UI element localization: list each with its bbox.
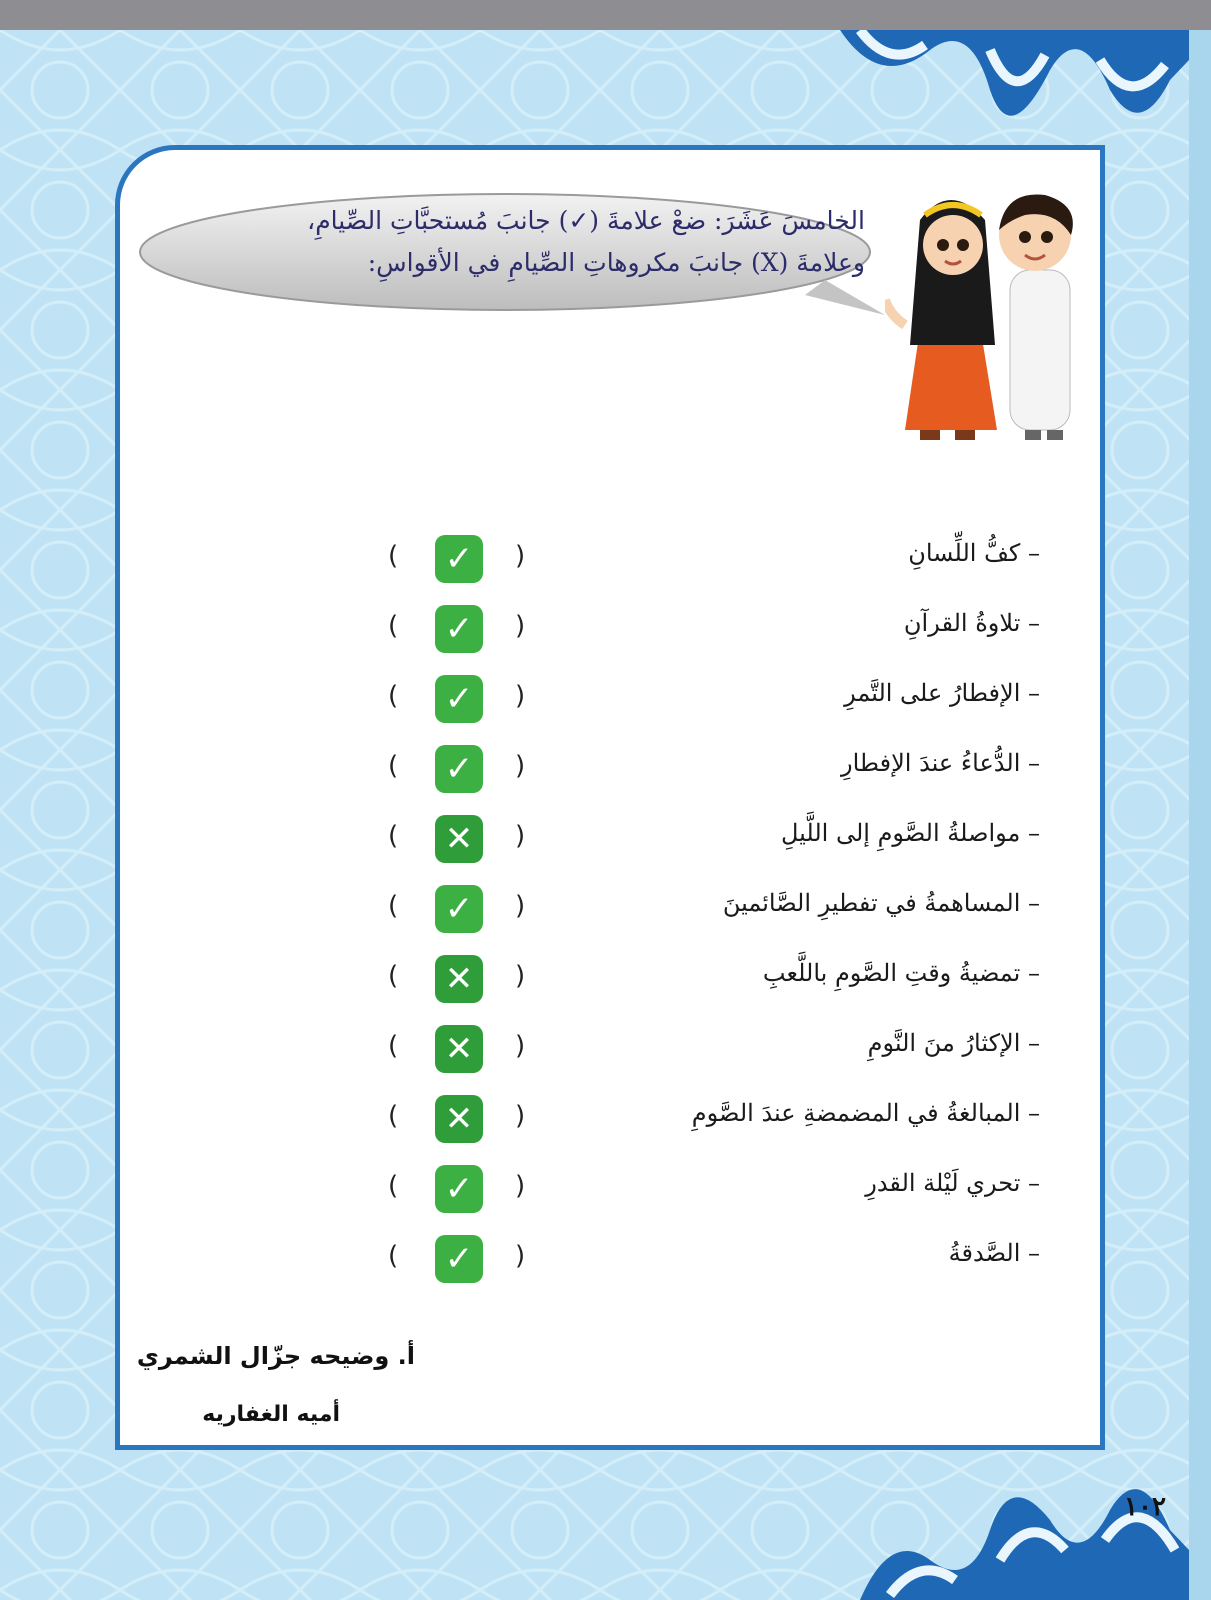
list-item bbox=[370, 955, 1040, 1025]
paren-open: ( bbox=[388, 961, 399, 991]
item-text: – تحري لَيْلة القدرِ bbox=[865, 1169, 1040, 1197]
cross-mark-icon: ✕ bbox=[435, 1095, 483, 1143]
list-item bbox=[370, 1095, 1040, 1165]
item-text: – كفُّ اللِّسانِ bbox=[908, 539, 1040, 567]
cross-mark-icon: ✕ bbox=[435, 1025, 483, 1073]
item-text: – الإكثارُ منَ النَّومِ bbox=[867, 1029, 1040, 1057]
item-text: – تمضيةُ وقتِ الصَّومِ باللَّعبِ bbox=[762, 959, 1040, 987]
paren-close: ) bbox=[515, 541, 526, 571]
check-mark-icon: ✓ bbox=[435, 885, 483, 933]
list-item bbox=[370, 1235, 1040, 1305]
children-illustration bbox=[885, 175, 1095, 450]
check-mark-icon: ✓ bbox=[435, 1235, 483, 1283]
paren-close: ) bbox=[515, 821, 526, 851]
instruction-line-1: الخامسَ عَشَرَ: ضعْ علامةَ (✓) جانبَ مُستحبَّاتِ الصِّيامِ، bbox=[307, 206, 865, 235]
check-mark-icon: ✓ bbox=[435, 745, 483, 793]
paren-close: ) bbox=[515, 1031, 526, 1061]
cross-mark-icon: ✕ bbox=[435, 815, 483, 863]
item-text: – المساهمةُ في تفطيرِ الصَّائمينَ bbox=[722, 889, 1040, 917]
paren-close: ) bbox=[515, 1241, 526, 1271]
paren-close: ) bbox=[515, 681, 526, 711]
item-text: – الدُّعاءُ عندَ الإفطارِ bbox=[841, 749, 1040, 777]
paren-open: ( bbox=[388, 751, 399, 781]
paren-close: ) bbox=[515, 961, 526, 991]
item-text: – الصَّدقةُ bbox=[948, 1239, 1040, 1267]
paren-open: ( bbox=[388, 1241, 399, 1271]
list-item bbox=[370, 1165, 1040, 1235]
paren-open: ( bbox=[388, 1031, 399, 1061]
paren-open: ( bbox=[388, 681, 399, 711]
paren-open: ( bbox=[388, 611, 399, 641]
paren-open: ( bbox=[388, 541, 399, 571]
check-mark-icon: ✓ bbox=[435, 605, 483, 653]
list-item bbox=[370, 815, 1040, 885]
top-bar bbox=[0, 0, 1211, 30]
instruction-line-2: وعلامةَ (X) جانبَ مكروهاتِ الصِّيامِ في الأقواسِ: bbox=[367, 248, 865, 277]
paren-open: ( bbox=[388, 821, 399, 851]
bottom-wave-decoration bbox=[860, 1470, 1189, 1600]
right-edge bbox=[1189, 30, 1211, 1600]
paren-close: ) bbox=[515, 1101, 526, 1131]
paren-open: ( bbox=[388, 1101, 399, 1131]
check-mark-icon: ✓ bbox=[435, 675, 483, 723]
paren-close: ) bbox=[515, 891, 526, 921]
paren-open: ( bbox=[388, 1171, 399, 1201]
item-text: – مواصلةُ الصَّومِ إلى اللَّيلِ bbox=[780, 819, 1040, 847]
cross-mark-icon: ✕ bbox=[435, 955, 483, 1003]
answer-list bbox=[370, 535, 1040, 1305]
item-text: – المبالغةُ في المضمضةِ عندَ الصَّومِ bbox=[691, 1099, 1040, 1127]
list-item bbox=[370, 675, 1040, 745]
item-text: – تلاوةُ القرآنِ bbox=[903, 609, 1040, 637]
list-item bbox=[370, 535, 1040, 605]
list-item bbox=[370, 605, 1040, 675]
paren-close: ) bbox=[515, 1171, 526, 1201]
school-name: أميه الغفاريه bbox=[202, 1402, 340, 1427]
list-item bbox=[370, 745, 1040, 815]
page-number: ١٠٢ bbox=[1124, 1492, 1166, 1522]
top-wave-decoration bbox=[840, 30, 1189, 140]
check-mark-icon: ✓ bbox=[435, 1165, 483, 1213]
instruction-text bbox=[175, 200, 865, 284]
list-item bbox=[370, 885, 1040, 955]
list-item bbox=[370, 1025, 1040, 1095]
paren-close: ) bbox=[515, 751, 526, 781]
check-mark-icon: ✓ bbox=[435, 535, 483, 583]
item-text: – الإفطارُ على التَّمرِ bbox=[844, 679, 1040, 707]
paren-open: ( bbox=[388, 891, 399, 921]
teacher-name: أ. وضيحه جزّال الشمري bbox=[136, 1342, 415, 1370]
paren-close: ) bbox=[515, 611, 526, 641]
